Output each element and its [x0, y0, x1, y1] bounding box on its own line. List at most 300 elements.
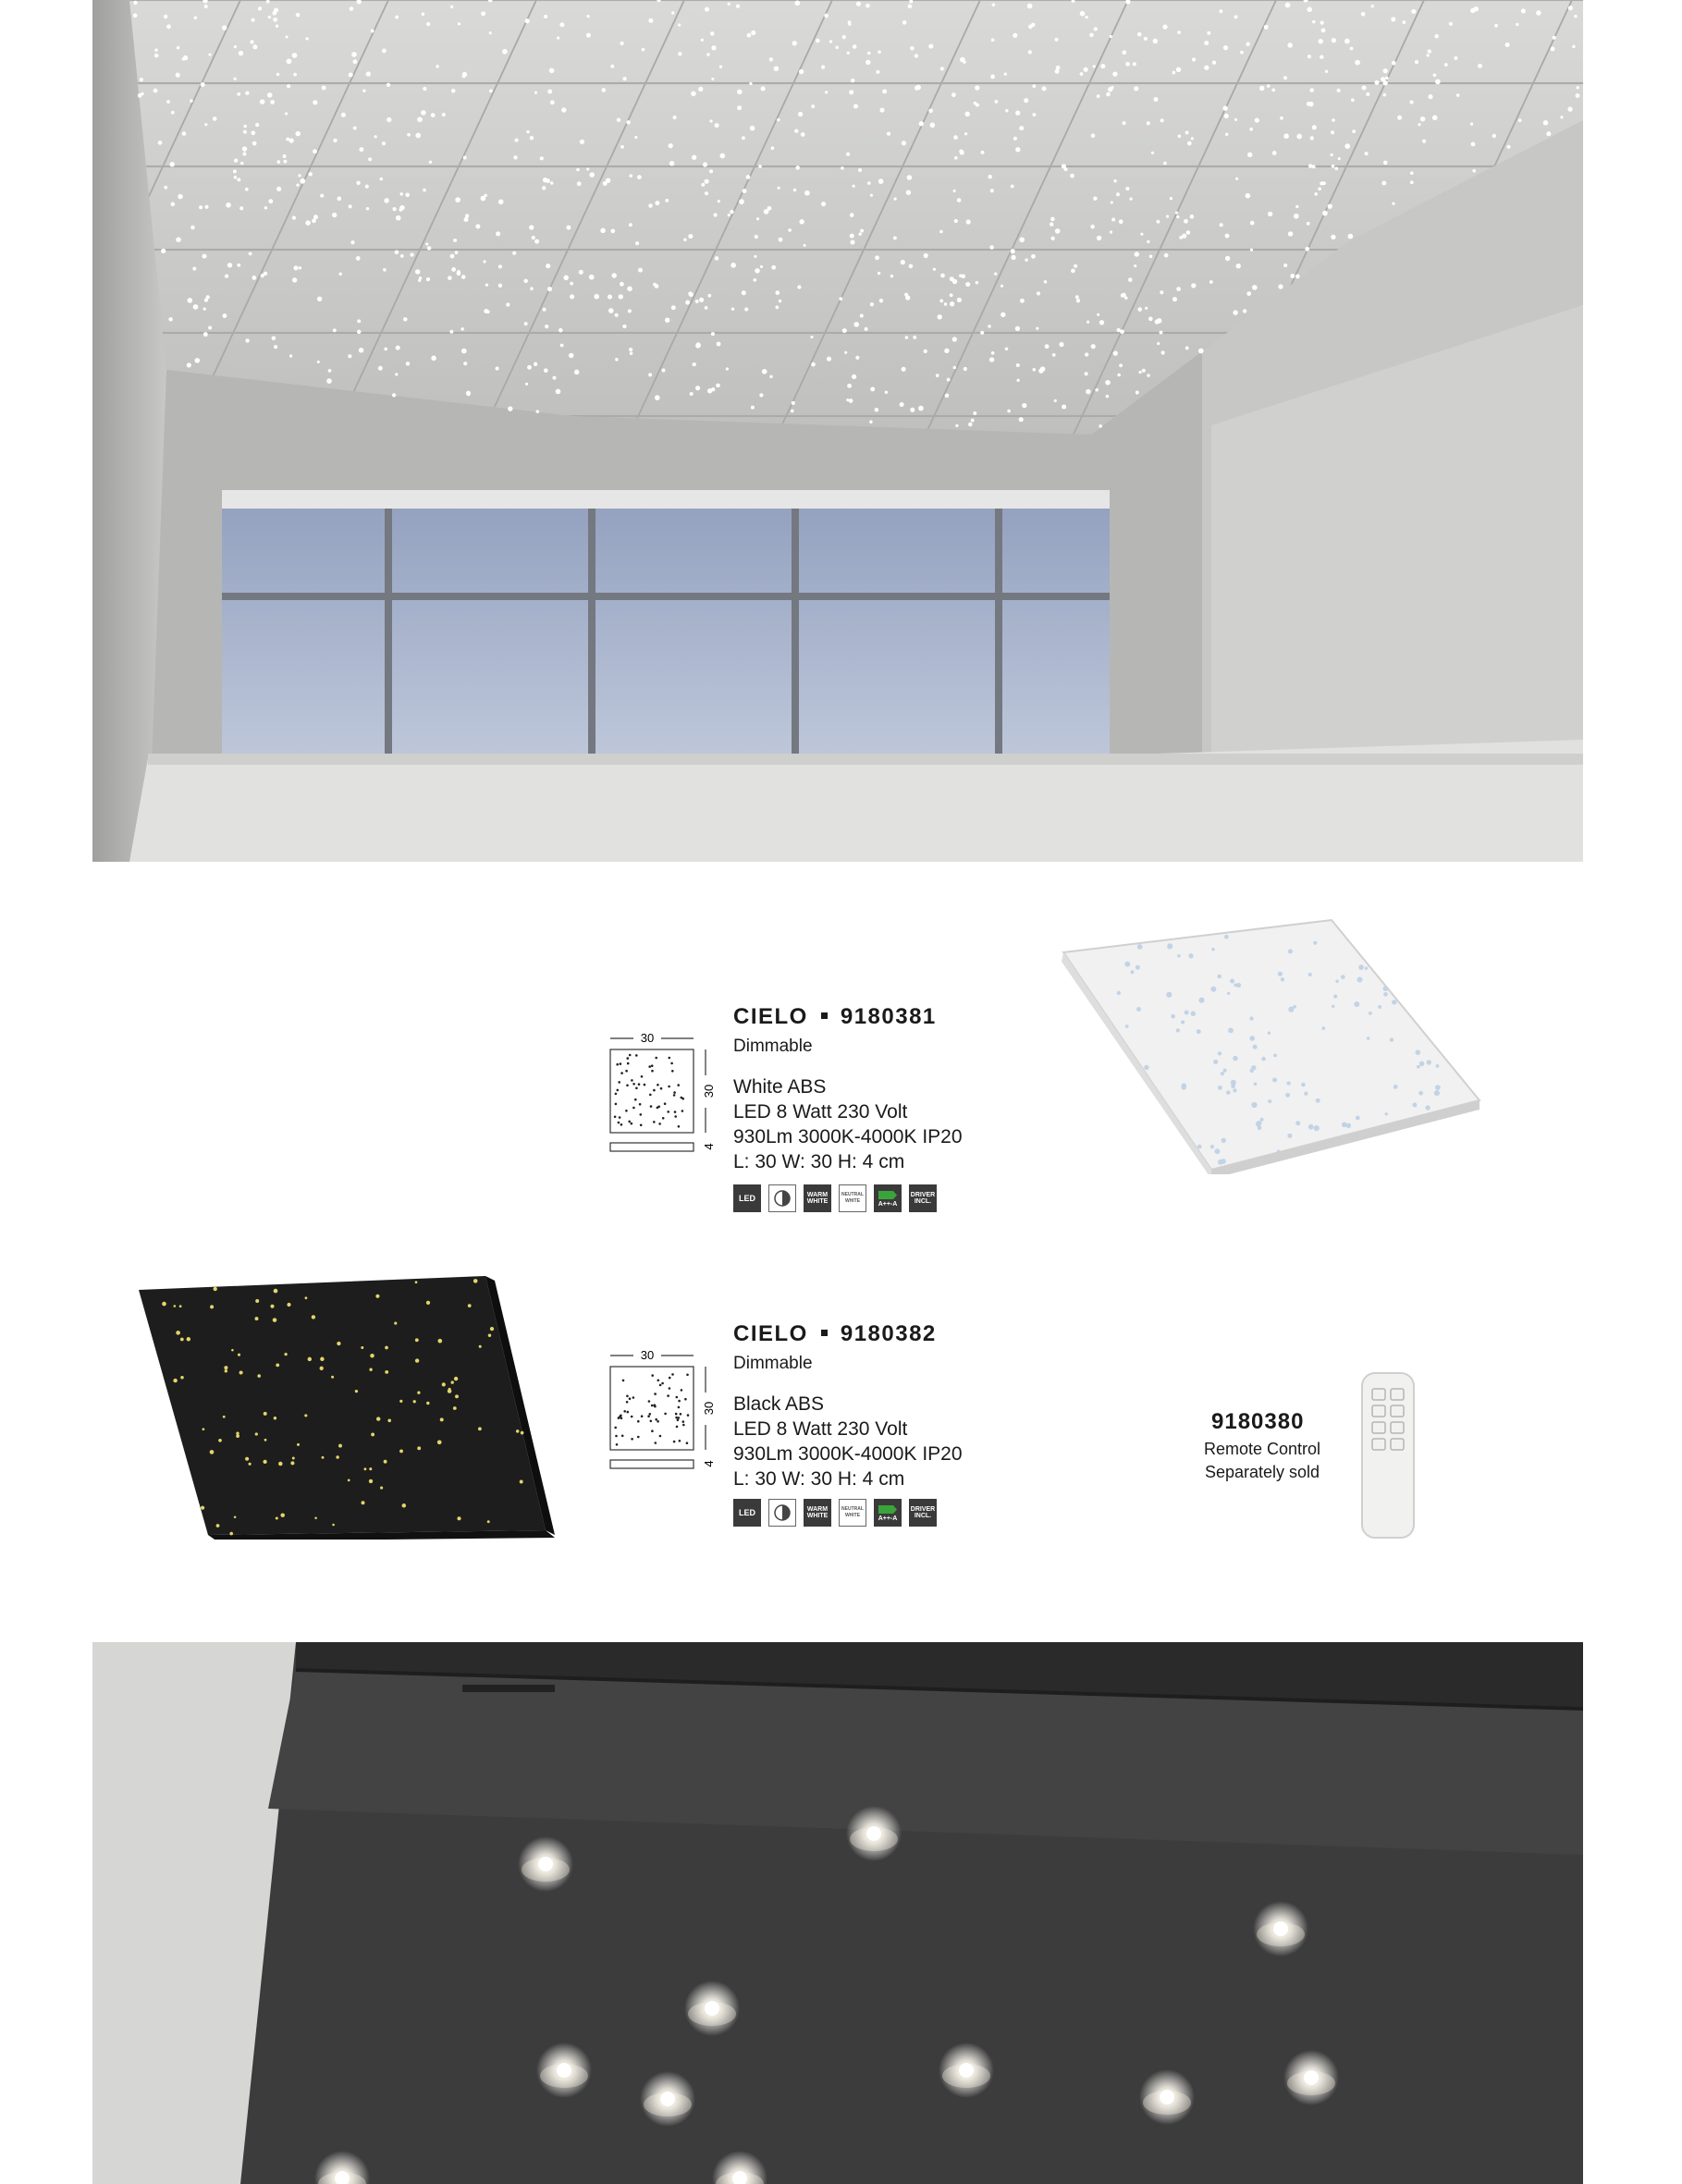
star-dot	[755, 268, 759, 273]
star-dot	[405, 193, 410, 198]
star-dot	[1188, 953, 1193, 958]
star-dot	[204, 5, 208, 8]
led-point	[939, 2043, 994, 2098]
star-dot	[187, 298, 192, 303]
star-dot	[245, 1457, 249, 1461]
star-dot	[1454, 56, 1457, 60]
star-dot	[305, 1296, 308, 1299]
star-dot	[415, 133, 421, 139]
star-dot	[846, 153, 850, 156]
star-dot	[1256, 1122, 1261, 1127]
star-dot	[1040, 366, 1046, 372]
star-dot	[1031, 254, 1036, 259]
star-dot	[648, 18, 653, 23]
star-dot	[671, 11, 674, 14]
star-dot	[821, 202, 826, 206]
star-dot	[1186, 230, 1191, 235]
star-dot	[1416, 1049, 1421, 1055]
star-dot	[1434, 1090, 1440, 1096]
star-dot	[728, 3, 731, 6]
star-dot	[1176, 287, 1181, 291]
star-dot	[951, 92, 956, 97]
drawing-dot	[659, 1384, 662, 1387]
drawing-dot	[621, 1435, 624, 1438]
star-dot	[1013, 33, 1017, 38]
remote-control-image	[1359, 1370, 1417, 1540]
star-dot	[890, 275, 893, 277]
star-dot	[1397, 116, 1402, 120]
star-dot	[305, 220, 311, 226]
star-dot	[355, 1390, 358, 1393]
star-dot	[989, 357, 994, 362]
star-dot	[709, 119, 712, 122]
star-dot	[1140, 233, 1143, 236]
star-dot	[1120, 329, 1124, 334]
star-dot	[1332, 1005, 1334, 1008]
star-dot	[426, 22, 430, 26]
led-point	[1253, 1901, 1308, 1957]
star-dot	[875, 255, 879, 260]
star-dot	[251, 130, 255, 135]
star-dot	[1259, 86, 1265, 92]
star-dot	[182, 131, 187, 136]
star-dot	[665, 318, 669, 323]
star-dot	[1144, 37, 1148, 41]
star-dot	[747, 33, 752, 38]
star-dot	[701, 183, 705, 187]
star-dot	[976, 281, 978, 284]
star-dot	[1415, 60, 1418, 64]
star-dot	[1246, 291, 1251, 296]
drawing-dot	[678, 1125, 681, 1128]
star-dot	[1383, 68, 1388, 73]
star-dot	[1225, 256, 1230, 261]
star-dot	[875, 408, 879, 412]
drawing-dot	[686, 1442, 689, 1444]
drawing-dot	[658, 1123, 661, 1125]
star-dot	[437, 1339, 442, 1344]
star-dot	[1128, 277, 1133, 282]
star-dot	[715, 123, 719, 128]
star-dot	[953, 366, 957, 370]
star-dot	[162, 1302, 166, 1307]
star-dot	[1134, 86, 1138, 91]
star-dot	[1171, 1014, 1175, 1019]
star-dot	[750, 126, 755, 131]
star-dot	[201, 1506, 204, 1510]
star-dot	[280, 1513, 285, 1517]
star-dot	[775, 306, 779, 310]
star-dot	[867, 52, 871, 55]
star-dot	[1435, 1085, 1441, 1090]
star-dot	[842, 35, 846, 39]
dimmer-badge	[768, 1184, 796, 1212]
star-dot	[171, 202, 176, 207]
star-dot	[498, 284, 502, 288]
star-dot	[274, 345, 277, 349]
star-dot	[556, 389, 561, 395]
drawing-dot	[615, 1103, 618, 1106]
star-dot	[168, 317, 172, 321]
star-dot	[570, 282, 573, 286]
star-dot	[1309, 88, 1314, 92]
star-dot	[947, 378, 951, 382]
star-dot	[907, 175, 913, 180]
star-dot	[990, 75, 995, 80]
star-dot	[1087, 321, 1089, 324]
product-feature: Dimmable	[733, 1354, 813, 1373]
star-dot	[563, 276, 569, 281]
star-dot	[542, 186, 546, 190]
spec-material: White ABS	[733, 1076, 827, 1098]
star-dot	[1383, 93, 1387, 97]
star-dot	[717, 342, 721, 347]
star-dot	[365, 185, 369, 189]
star-dot	[990, 189, 994, 192]
star-dot	[1025, 258, 1028, 262]
star-dot	[1418, 123, 1420, 126]
star-dot	[395, 16, 399, 19]
star-dot	[1273, 1053, 1277, 1057]
drawing-dot	[632, 1083, 635, 1086]
star-dot	[362, 1501, 365, 1504]
spec-lumen: 930Lm 3000K-4000K IP20	[733, 1443, 963, 1465]
star-dot	[317, 297, 322, 301]
star-dot	[229, 1532, 233, 1536]
star-dot	[1355, 60, 1360, 66]
star-dot	[1136, 1007, 1141, 1012]
star-dot	[1036, 327, 1038, 330]
star-dot	[933, 268, 936, 271]
star-dot	[847, 384, 852, 388]
star-dot	[437, 1440, 442, 1444]
star-dot	[648, 203, 652, 207]
drawing-dot	[661, 1382, 664, 1385]
drawing-dot	[678, 1406, 681, 1409]
star-dot	[320, 194, 324, 198]
star-dot	[841, 166, 843, 169]
star-dot	[383, 268, 387, 272]
star-dot	[878, 178, 884, 184]
dim-length-label: 30	[702, 1401, 716, 1416]
star-dot	[400, 254, 404, 258]
star-dot	[1334, 166, 1338, 170]
star-dot	[268, 16, 271, 18]
star-dot	[683, 239, 686, 241]
star-dot	[913, 336, 916, 339]
dimension-drawing-1	[606, 1025, 726, 1163]
star-dot	[1001, 285, 1003, 288]
star-dot	[1307, 102, 1311, 106]
star-dot	[349, 72, 353, 77]
star-dot	[1246, 193, 1251, 199]
star-dot	[792, 41, 797, 45]
star-dot	[761, 86, 766, 91]
star-dot	[1456, 93, 1460, 97]
star-dot	[849, 90, 853, 94]
star-dot	[705, 179, 709, 184]
drawing-dot	[655, 1057, 657, 1060]
star-dot	[799, 219, 804, 224]
drawing-dot	[655, 1442, 657, 1444]
star-dot	[600, 228, 606, 234]
star-dot	[1172, 71, 1176, 75]
drawing-dot	[616, 1063, 619, 1066]
star-dot	[777, 118, 780, 121]
star-dot	[208, 325, 212, 329]
star-dot	[376, 1417, 380, 1420]
star-dot	[1254, 1082, 1258, 1086]
star-dot	[192, 267, 196, 271]
star-dot	[276, 187, 281, 191]
star-dot	[240, 162, 243, 165]
star-dot	[1350, 47, 1354, 51]
star-dot	[1278, 284, 1283, 288]
dimmer-icon	[772, 1188, 792, 1209]
star-dot	[711, 45, 716, 50]
star-dot	[714, 213, 718, 216]
star-dot	[1426, 54, 1429, 56]
star-dot	[692, 155, 696, 160]
star-dot	[1425, 1105, 1430, 1110]
star-dot	[791, 410, 794, 413]
star-dot	[1212, 61, 1216, 65]
star-dot	[237, 92, 240, 96]
star-dot	[328, 369, 332, 373]
star-dot	[878, 272, 880, 275]
star-dot	[1185, 346, 1189, 350]
star-dot	[669, 161, 675, 166]
star-dot	[255, 1317, 259, 1320]
star-dot	[357, 330, 361, 334]
star-dot	[382, 49, 387, 54]
star-dot	[1272, 151, 1277, 155]
star-dot	[1335, 979, 1339, 983]
star-dot	[630, 351, 633, 355]
star-dot	[1314, 1125, 1320, 1131]
drawing-dot	[671, 1373, 674, 1376]
led-point	[1139, 2069, 1195, 2125]
star-dot	[1233, 310, 1238, 315]
drawing-dot	[620, 1062, 622, 1065]
star-dot	[901, 260, 905, 264]
star-dot	[1411, 9, 1416, 14]
star-dot	[853, 44, 857, 49]
star-dot	[1304, 1091, 1308, 1095]
drawing-dot	[644, 1084, 646, 1086]
star-dot	[1231, 1080, 1236, 1086]
star-dot	[546, 264, 550, 268]
star-dot	[1436, 1064, 1440, 1068]
star-dot	[1572, 45, 1575, 48]
drawing-dot	[681, 1110, 684, 1112]
star-dot	[320, 1367, 324, 1370]
star-dot	[523, 279, 528, 284]
product-specs-1	[733, 1074, 963, 1174]
drawing-dot	[649, 1413, 652, 1416]
star-dot	[308, 1357, 312, 1361]
drawing-dot	[664, 1413, 667, 1416]
star-dot	[272, 337, 276, 341]
star-dot	[569, 353, 573, 358]
drawing-dot	[676, 1396, 679, 1399]
star-dot	[407, 133, 411, 137]
star-dot	[716, 384, 720, 388]
star-dot	[957, 198, 962, 202]
drawing-dot	[616, 1443, 619, 1446]
spec-dimensions: L: 30 W: 30 H: 4 cm	[733, 1151, 905, 1172]
star-dot	[506, 302, 510, 306]
star-dot	[201, 82, 205, 87]
star-dot	[1492, 134, 1496, 138]
drawing-dot	[620, 1123, 623, 1126]
star-dot	[183, 55, 188, 60]
star-dot	[366, 207, 369, 210]
drawing-dot	[674, 1115, 677, 1118]
star-dot	[502, 49, 508, 55]
star-dot	[594, 294, 599, 300]
led-badge: LED	[733, 1499, 761, 1527]
star-dot	[1332, 165, 1335, 168]
star-dot	[975, 85, 979, 90]
star-dot	[332, 213, 337, 217]
star-dot	[1055, 69, 1060, 74]
star-dot	[1131, 970, 1135, 974]
star-dot	[1172, 297, 1177, 301]
star-dot	[754, 255, 756, 258]
star-dot	[737, 90, 743, 95]
star-dot	[608, 308, 614, 313]
star-dot	[1191, 137, 1194, 140]
star-dot	[1250, 249, 1253, 252]
product-white-panel-image	[1045, 915, 1489, 1174]
drawing-dot	[637, 1420, 640, 1423]
star-dot	[950, 276, 954, 281]
star-dot	[436, 65, 438, 67]
star-dot	[1249, 1036, 1255, 1041]
star-dot	[1369, 1012, 1372, 1015]
feature-badges-2	[733, 1499, 937, 1527]
drawing-dot	[614, 1116, 617, 1119]
star-dot	[1004, 72, 1007, 75]
star-dot	[953, 190, 956, 192]
star-dot	[245, 91, 249, 94]
star-dot	[455, 1394, 459, 1398]
star-dot	[637, 175, 642, 179]
star-dot	[1301, 1083, 1306, 1087]
star-dot	[252, 276, 256, 280]
star-dot	[496, 366, 499, 370]
star-dot	[988, 325, 990, 327]
star-dot	[1185, 130, 1189, 134]
star-dot	[1015, 111, 1020, 116]
star-dot	[1288, 1007, 1294, 1012]
star-dot	[1050, 222, 1053, 226]
star-dot	[1253, 1045, 1258, 1049]
star-dot	[1105, 380, 1111, 386]
star-dot	[885, 391, 888, 394]
star-dot	[194, 16, 197, 18]
star-dot	[1420, 117, 1425, 121]
star-dot	[1228, 1027, 1234, 1033]
star-dot	[1148, 316, 1153, 321]
star-dot	[1220, 223, 1223, 227]
star-dot	[612, 273, 617, 277]
star-dot	[1192, 57, 1196, 61]
star-dot	[284, 1353, 287, 1356]
star-dot	[1295, 1121, 1300, 1125]
star-dot	[177, 46, 180, 50]
star-dot	[1234, 984, 1237, 988]
star-dot	[1338, 157, 1341, 160]
star-dot	[1227, 992, 1230, 995]
star-dot	[964, 367, 967, 371]
star-dot	[1117, 374, 1121, 377]
star-dot	[234, 176, 238, 179]
star-dot	[586, 15, 589, 18]
star-dot	[1085, 352, 1088, 356]
star-dot	[1288, 231, 1293, 236]
star-dot	[164, 15, 167, 18]
star-dot	[1163, 162, 1167, 166]
star-dot	[481, 11, 485, 16]
star-dot	[848, 20, 852, 24]
star-dot	[1147, 240, 1149, 243]
drawing-dot	[640, 1124, 643, 1127]
star-dot	[960, 57, 965, 63]
star-dot	[203, 332, 208, 337]
star-dot	[1191, 283, 1196, 288]
star-dot	[561, 107, 566, 112]
star-dot	[527, 365, 532, 370]
star-dot	[1166, 215, 1169, 218]
star-dot	[1197, 1145, 1202, 1149]
star-dot	[779, 300, 781, 302]
star-dot	[1113, 350, 1118, 355]
dim-height-label: 4	[702, 1460, 716, 1467]
star-dot	[1054, 399, 1057, 402]
star-dot	[849, 399, 853, 403]
star-dot	[688, 291, 693, 296]
drawing-dot	[667, 1110, 669, 1113]
star-dot	[415, 269, 420, 274]
star-dot	[338, 1444, 342, 1448]
drawing-dot	[673, 1094, 676, 1097]
star-dot	[1012, 255, 1016, 260]
star-dot	[276, 73, 280, 77]
star-dot	[1371, 5, 1374, 7]
star-dot	[811, 362, 816, 367]
star-dot	[711, 387, 715, 391]
star-dot	[349, 204, 352, 208]
star-dot	[399, 1400, 402, 1403]
star-dot	[313, 100, 317, 104]
star-dot	[855, 356, 859, 360]
star-dot	[1234, 118, 1237, 121]
drawing-dot	[678, 1417, 681, 1419]
star-dot	[468, 1304, 472, 1307]
drawing-dot	[679, 1440, 681, 1442]
star-dot	[173, 1379, 177, 1382]
star-dot	[223, 313, 227, 318]
star-dot	[273, 1318, 277, 1322]
star-dot	[715, 256, 719, 261]
star-dot	[1328, 204, 1332, 209]
star-dot	[944, 349, 949, 353]
star-dot	[1577, 86, 1579, 89]
star-dot	[992, 3, 995, 6]
star-dot	[952, 337, 957, 341]
